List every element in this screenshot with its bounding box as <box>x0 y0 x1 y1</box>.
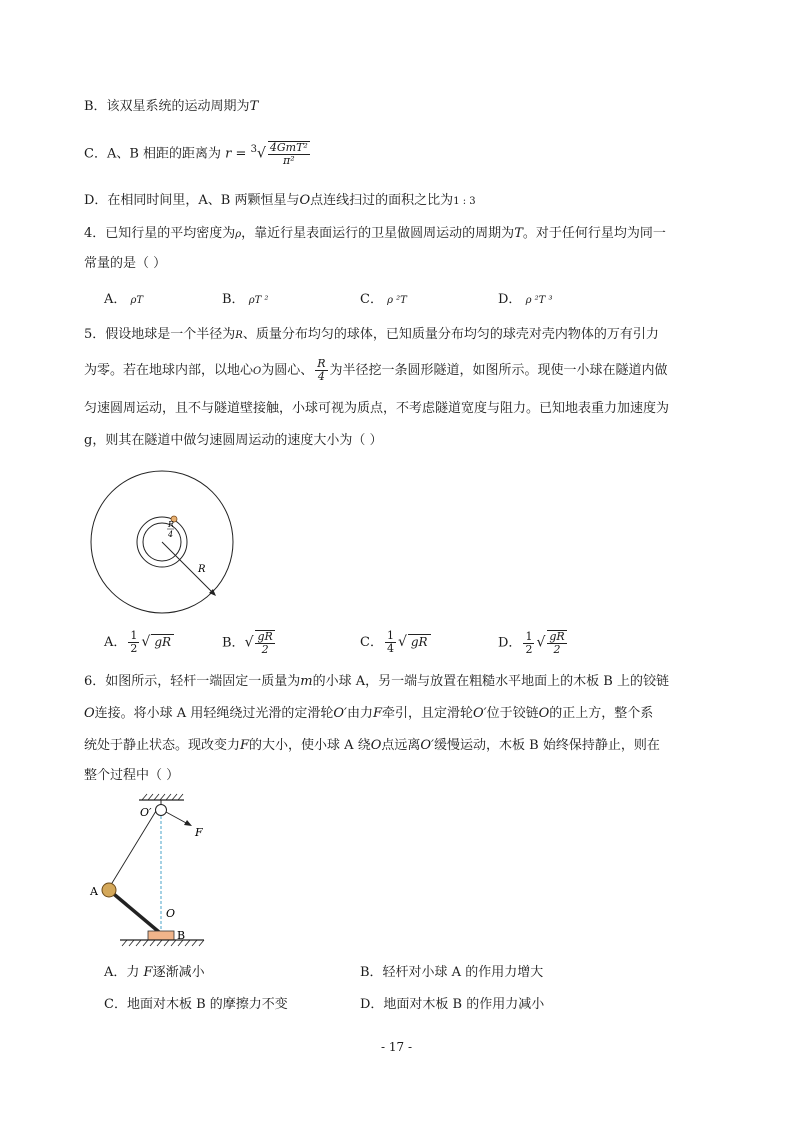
q5-option-d-root-frac <box>547 630 566 656</box>
q5-text2c: 为半径挖一条圆形隧道，如图所示。现使一小球在隧道内做 <box>329 363 668 378</box>
q5-text2a: 为零。若在地球内部，以地心 <box>84 363 254 378</box>
q3-option-d <box>84 191 721 212</box>
q6-O-1: O <box>84 706 95 721</box>
q6-m: m <box>300 674 313 689</box>
q4-option-b <box>222 290 268 311</box>
label-B: B <box>177 929 186 942</box>
ground-hatch <box>122 940 204 946</box>
q5-text4: g，则其在隧道中做匀速圆周运动的速度大小为（ ） <box>84 433 383 448</box>
q5-option-a-coef-num: 1 <box>130 629 138 642</box>
q6-text1b: 的小球 A，另一端与放置在粗糙水平地面上的木板 B 上的铰链 <box>312 674 669 689</box>
q6-option-a <box>104 963 205 983</box>
q3-option-c-text: C．A、B 相距的距离为 <box>84 146 222 162</box>
q6-F-1: F <box>372 706 382 721</box>
label-A: A <box>90 885 98 898</box>
q6-Oprime-3: O′ <box>420 738 434 753</box>
q4-rho: ρ <box>235 229 242 240</box>
q5-stem-line4 <box>84 431 721 451</box>
radical-sign: √ <box>256 145 266 162</box>
q6-option-a-sym: F <box>143 965 153 980</box>
rope <box>109 811 156 888</box>
q5-option-a-coef <box>128 630 139 655</box>
q5-option-d-coef-den: 2 <box>525 642 533 656</box>
q6-text2f: 的正上方，整个系 <box>549 706 654 721</box>
q5-option-a-coef-den: 2 <box>130 642 138 655</box>
q5-text2b: 为圆心、 <box>261 363 314 378</box>
q5-stem-line1 <box>84 325 721 346</box>
q4-option-d-label: D． <box>498 292 522 307</box>
q5-option-c-label: C． <box>360 635 383 650</box>
q6-text2d: 牵引，且定滑轮 <box>381 706 473 721</box>
q6-text1a: 6．如图所示，轻杆一端固定一质量为 <box>84 674 301 689</box>
q3-option-d-text: D．在相同时间里，A、B 两颗恒星与 <box>84 193 300 208</box>
q4-option-d <box>498 290 553 311</box>
q5-option-c-root: gR <box>408 634 431 649</box>
q6-O-3: O <box>370 738 382 753</box>
label-F: F <box>195 826 203 839</box>
q6-text3d: 缓慢运动，木板 B 始终保持静止，则在 <box>434 738 660 753</box>
q4-text1: 4．已知行星的平均密度为 <box>84 226 236 241</box>
q4-stem-line2 <box>84 254 721 274</box>
q5-radius-fraction <box>315 358 327 383</box>
q6-option-d-label: D．地面对木板 B 的作用力减小 <box>360 997 545 1012</box>
q4-option-b-label: B． <box>222 292 245 307</box>
q5-frac-num: R <box>317 357 326 370</box>
q5-option-b-root-frac <box>255 630 274 656</box>
q6-Oprime-2: O′ <box>473 706 487 721</box>
force-rope <box>166 812 188 824</box>
q6-stem-line3 <box>84 736 721 756</box>
q5-O: O <box>253 366 262 377</box>
q4-option-d-expr: ρ ²T ³ <box>525 295 553 306</box>
board-B <box>148 931 174 940</box>
pulley <box>156 805 167 816</box>
q6-Oprime-1: O′ <box>333 706 347 721</box>
q4-stem-line1 <box>84 224 721 245</box>
q6-stem-line4 <box>84 766 721 786</box>
force-arrow-head <box>184 820 192 826</box>
q6-text2e: 位于铰链 <box>486 706 539 721</box>
q5-option-c-coef-num: 1 <box>386 629 394 642</box>
q3-option-c-lhs: r = <box>225 146 247 162</box>
q5-text1a: 5．假设地球是一个半径为 <box>84 327 236 342</box>
q3-option-d-o: O <box>299 193 311 208</box>
q5-option-b-root-num: gR <box>257 630 273 643</box>
q5-option-d-coef-num: 1 <box>525 629 533 643</box>
q4-text2: ，靠近行星表面运行的卫星做圆周运动的周期为 <box>241 226 515 241</box>
q5-option-a-root: gR <box>151 634 174 649</box>
q3-option-c-fraction <box>268 141 310 167</box>
q6-option-b-label: B．轻杆对小球 A 的作用力增大 <box>360 965 544 980</box>
radius-line <box>162 542 214 594</box>
q6-text3a: 统处于静止状态。现改变力 <box>84 738 241 753</box>
q4-option-c <box>360 290 407 311</box>
q6-option-d <box>360 995 544 1015</box>
light-rod <box>109 890 159 932</box>
q5-option-d <box>498 630 569 656</box>
q5-option-c-coef-den: 4 <box>386 642 394 655</box>
q3-option-b-text: B．该双星系统的运动周期为 <box>84 99 250 114</box>
label-R4-den: 4 <box>168 530 174 539</box>
q3-option-b <box>84 97 721 117</box>
q5-stem-line3 <box>84 399 721 419</box>
q4-text3: 。对于任何行星均为同一 <box>522 226 666 241</box>
q5-frac-den: 4 <box>317 370 325 383</box>
q5-option-d-root-num: gR <box>549 630 565 643</box>
q3-option-d-ratio: 1 : 3 <box>453 196 476 207</box>
q6-O-2: O <box>538 706 550 721</box>
ball-A <box>102 883 116 897</box>
q5-stem-line2 <box>84 358 721 383</box>
q4-option-b-expr: ρT ² <box>248 295 269 306</box>
q6-text2c: 由力 <box>346 706 373 721</box>
q6-option-a-rest: 逐渐减小 <box>152 965 205 980</box>
label-O: O <box>166 907 176 920</box>
q5-option-a <box>104 630 174 655</box>
q6-text4: 整个过程中（ ） <box>84 768 180 783</box>
q6-option-b <box>360 963 543 983</box>
radical-sign: √ <box>397 634 407 650</box>
q5-option-d-root-den: 2 <box>553 643 561 656</box>
q5-option-a-label: A． <box>104 635 127 650</box>
q3-option-d-tail: 点连线扫过的面积之比为 <box>310 193 454 208</box>
label-Oprime: O′ <box>140 806 152 819</box>
q6-text2b: 连接。将小球 A 用轻绳绕过光滑的定滑轮 <box>94 706 334 721</box>
q4-option-a-label: A． <box>104 292 127 307</box>
q3-option-c-root-index: 3 <box>250 144 257 155</box>
q6-option-c <box>104 995 288 1015</box>
q4-option-c-expr: ρ ²T <box>387 295 407 306</box>
q5-option-b-label: B． <box>222 635 245 651</box>
q6-stem-line1 <box>84 672 721 692</box>
q4-text4: 常量的是（ ） <box>84 256 167 271</box>
page-number: - 17 - <box>380 1040 412 1054</box>
q4-option-c-label: C． <box>360 292 383 307</box>
radical-sign: √ <box>536 634 546 651</box>
q5-option-b <box>222 630 277 656</box>
q5-option-c <box>360 630 431 655</box>
q5-option-d-coef <box>523 631 534 656</box>
q6-option-a-label: A．力 <box>104 965 144 980</box>
label-R4-num: R <box>168 520 175 529</box>
ceiling-hatch <box>142 794 183 800</box>
q5-option-d-label: D． <box>498 635 522 651</box>
radical-sign: √ <box>141 634 151 650</box>
q5-earth-tunnel-figure <box>80 468 250 618</box>
q5-text1b: 、质量分布均匀的球体，已知质量分布均匀的球壳对壳内物体的万有引力 <box>242 327 659 342</box>
q4-option-a-expr: ρT <box>130 295 144 306</box>
q3-option-c <box>84 140 721 167</box>
q5-option-b-root-den: 2 <box>261 643 269 656</box>
q3-option-c-numerator: 4GmT² <box>269 140 308 154</box>
q6-option-c-label: C．地面对木板 B 的摩擦力不变 <box>104 997 288 1012</box>
radical-sign: √ <box>244 634 254 651</box>
q6-rod-pulley-figure <box>84 792 224 952</box>
q5-option-c-coef <box>385 630 396 655</box>
q5-R: R <box>235 330 243 341</box>
q6-F-2: F <box>240 738 250 753</box>
q6-stem-line2 <box>84 704 721 724</box>
q4-option-a <box>104 290 143 311</box>
q5-text3: 匀速圆周运动，且不与隧道壁接触，小球可视为质点，不考虑隧道宽度与阻力。已知地表重力加速度为 <box>84 401 670 416</box>
q3-option-c-denominator: π² <box>283 153 295 167</box>
q4-T: T <box>514 226 523 241</box>
label-R: R <box>198 564 206 575</box>
q3-option-b-symbol: T <box>249 99 259 114</box>
q6-text3c: 点远离 <box>381 738 421 753</box>
q6-text3b: 的大小，使小球 A 绕 <box>249 738 371 753</box>
